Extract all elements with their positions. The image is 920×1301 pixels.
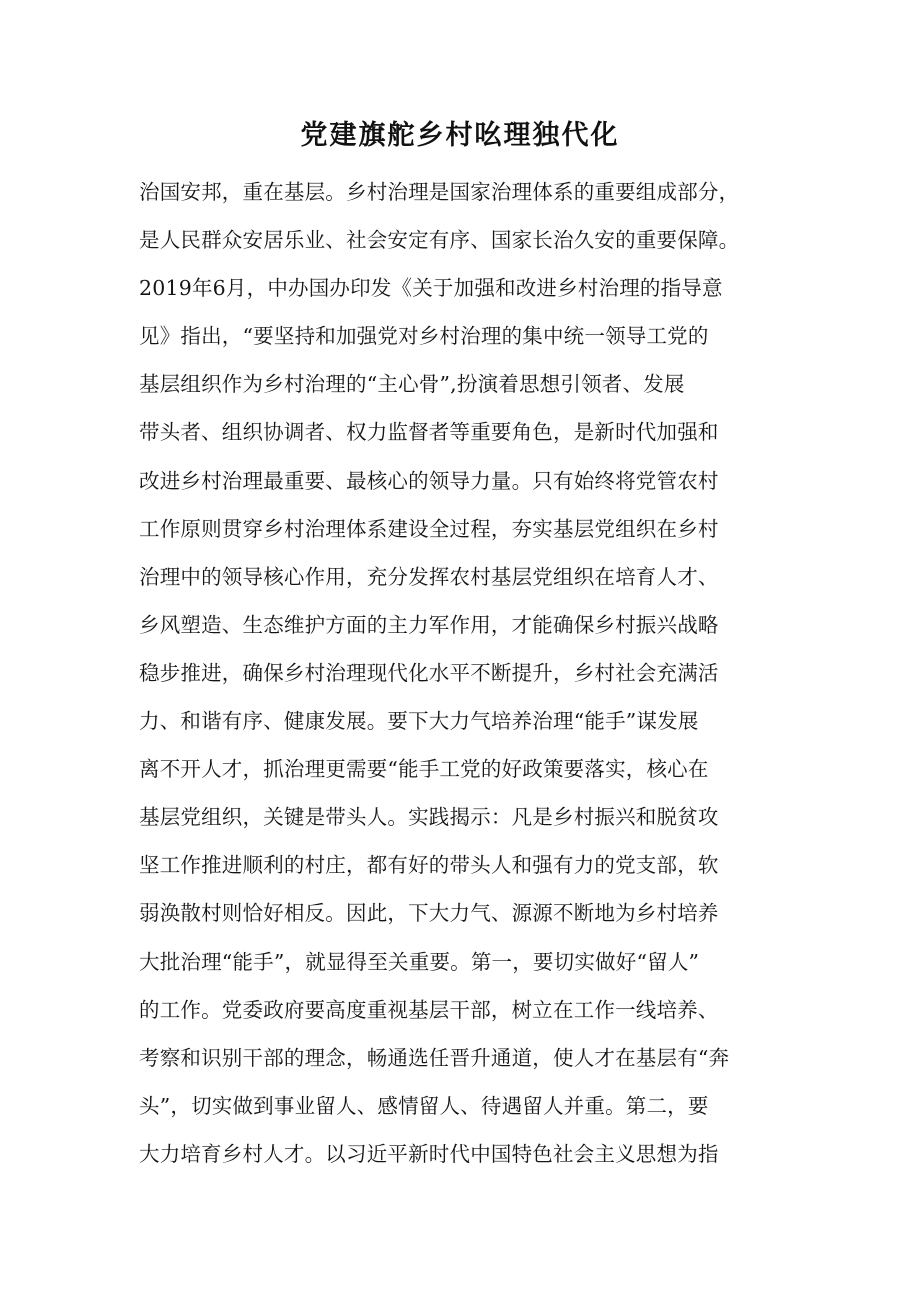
text-line: 乡风塑造、生态维护方面的主力军作用，才能确保乡村振兴战略	[139, 612, 719, 637]
text-line: 考察和识别干部的理念，畅通选任晋升通道，使人才在基层有“奔	[139, 1045, 730, 1070]
text-line: 稳步推进，确保乡村治理现代化水平不断提升，乡村社会充满活	[139, 660, 719, 685]
text-line: 是人民群众安居乐业、社会安定有序、国家长治久安的重要保障。	[139, 228, 740, 253]
text-line: 2019年6月，中办国办印发《关于加强和改进乡村治理的指导意	[139, 276, 723, 301]
text-line: 头”，切实做到事业留人、感情留人、待遇留人并重。第二，要	[139, 1093, 709, 1118]
text-line: 的工作。党委政府要高度重视基层干部，树立在工作一线培养、	[139, 997, 719, 1022]
text-line: 带头者、组织协调者、权力监督者等重要角色，是新时代加强和	[139, 420, 719, 445]
text-line: 改进乡村治理最重要、最核心的领导力量。只有始终将党管农村	[139, 468, 719, 493]
text-line: 弱涣散村则恰好相反。因此，下大力气、源源不断地为乡村培养	[139, 901, 719, 926]
text-line: 力、和谐有序、健康发展。要下大力气培养治理“能手”谋发展	[139, 709, 699, 734]
text-line: 坚工作推进顺利的村庄，都有好的带头人和强有力的党支部，软	[139, 853, 719, 878]
text-line: 治理中的领导核心作用，充分发挥农村基层党组织在培育人才、	[139, 564, 719, 589]
document-title: 党建旗舵乡村吆理独代化	[300, 120, 620, 151]
text-line: 工作原则贯穿乡村治理体系建设全过程，夯实基层党组织在乡村	[139, 516, 719, 541]
text-line: 基层党组织，关键是带头人。实践揭示：凡是乡村振兴和脱贫攻	[139, 805, 719, 830]
text-line: 大力培育乡村人才。以习近平新时代中国特色社会主义思想为指	[139, 1141, 719, 1166]
text-line: 基层组织作为乡村治理的“主心骨”,扮演着思想引领者、发展	[139, 372, 685, 397]
text-line: 治国安邦，重在基层。乡村治理是国家治理体系的重要组成部分，	[139, 180, 740, 204]
text-line: 见》指出，“要坚持和加强党对乡村治理的集中统一领导工党的	[139, 324, 709, 349]
text-line: 大批治理“能手”，就显得至关重要。第一，要切实做好“留人”	[139, 949, 700, 974]
text-line: 离不开人才，抓治理更需要“能手工党的好政策要落实，核心在	[139, 757, 709, 782]
document-body	[139, 168, 799, 1178]
